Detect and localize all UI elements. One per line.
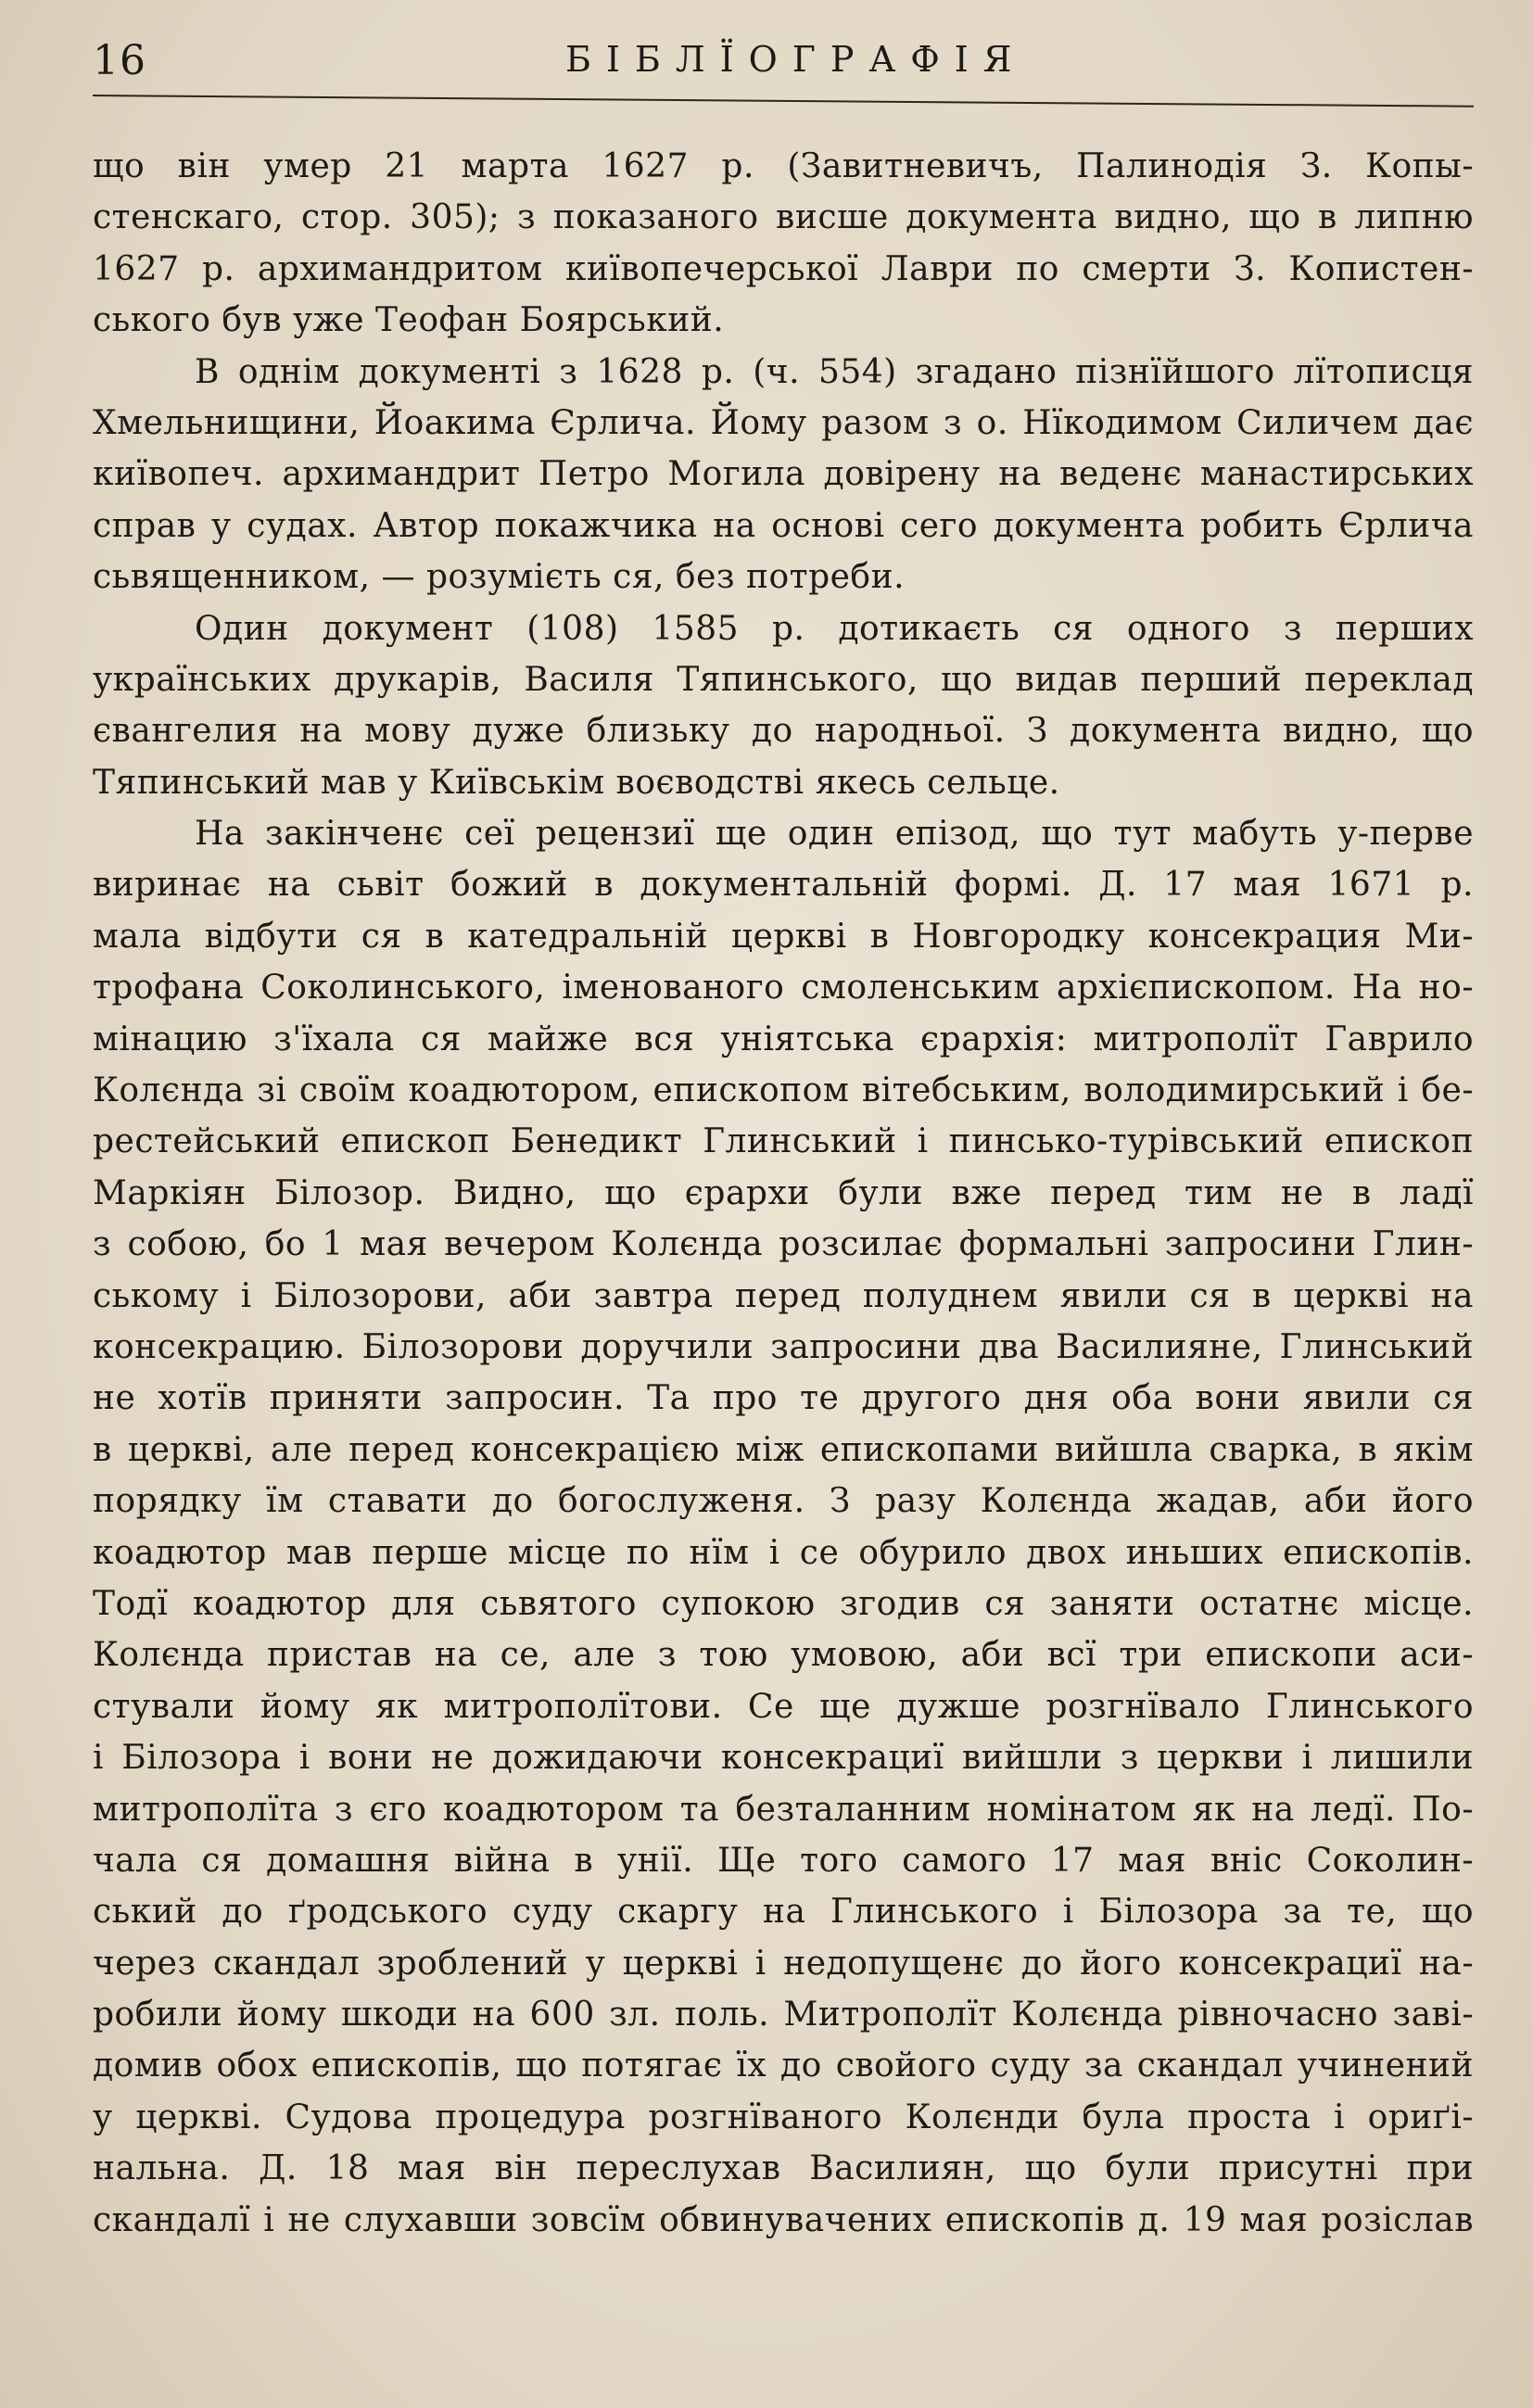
- text-line: митрополїта з єго коадютором та безталанним номінатом як на ледї. По-: [93, 1790, 1474, 1829]
- body-text: [93, 141, 1474, 2246]
- text-line: Тодї коадютор для сьвятого супокою згодив ся заняти остатнє місце.: [93, 1584, 1474, 1623]
- running-head: [93, 30, 1474, 104]
- text-line: у церкві. Судова процедура розгнїваного Колєнди була проста і ориґі-: [93, 2097, 1474, 2136]
- text-line: стенскаго, стор. 305); з показаного висше документа видно, що в липню: [93, 198, 1474, 237]
- text-line: справ у судах. Автор покажчика на основі сего документа робить Єрлича: [93, 506, 1474, 545]
- running-title: БІБЛЇОГРАФІЯ: [565, 39, 1027, 80]
- text-line: Тяпинський мав у Київськім воєводстві якесь сельце.: [93, 763, 1060, 802]
- text-line: Колєнда пристав на се, але з тою умовою, аби всї три епископи аси-: [93, 1636, 1474, 1675]
- text-line: Один документ (108) 1585 р. дотикаєть ся одного з перших: [195, 609, 1474, 648]
- text-line: не хотїв приняти запросин. Та про те другого дня оба вони явили ся: [93, 1379, 1474, 1418]
- text-line: В однім документі з 1628 р. (ч. 554) згадано пізнїйшого лїтописця: [195, 352, 1474, 391]
- text-line: мінацию з'їхала ся майже вся уніятська єрархія: митрополїт Гаврило: [93, 1020, 1474, 1058]
- text-line: Хмельнищини, Йоакима Єрлича. Йому разом з о. Нїкодимом Силичем дає: [93, 403, 1474, 442]
- text-line: євангелия на мову дуже близьку до народньої. З документа видно, що: [93, 712, 1474, 751]
- header-rule: [93, 95, 1474, 108]
- text-line: сьвященником, — розумієть ся, без потреби.: [93, 558, 906, 597]
- text-line: і Білозора і вони не дожидаючи консекрациї вийшли з церкви і лишили: [93, 1739, 1474, 1778]
- text-line: На закінченє сеї рецензиї ще один епізод, що тут мабуть у-перве: [195, 815, 1474, 854]
- text-line: в церкві, але перед консекрацією між епископами вийшла сварка, в якім: [93, 1430, 1474, 1469]
- text-line: з собою, бо 1 мая вечером Колєнда розсилає формальні запросини Глин-: [93, 1225, 1474, 1264]
- text-line: виринає на сьвіт божий в документальній формі. Д. 17 мая 1671 р.: [93, 866, 1474, 905]
- text-line: київопеч. архимандрит Петро Могила довірену на веденє манастирських: [93, 455, 1474, 494]
- text-line: мала відбути ся в катедральній церкві в Новгородку консекрация Ми-: [93, 917, 1474, 956]
- text-line: стували йому як митрополїтови. Се ще дужше розгнївало Глинського: [93, 1687, 1474, 1726]
- text-line: Маркіян Білозор. Видно, що єрархи були вже перед тим не в ладї: [93, 1173, 1474, 1212]
- text-line: чала ся домашня війна в унії. Ще того самого 17 мая вніс Соколин-: [93, 1841, 1474, 1880]
- text-line: ський до ґродського суду скаргу на Глинського і Білозора за те, що: [93, 1893, 1474, 1932]
- text-line: українських друкарів, Василя Тяпинського, що видав перший переклад: [93, 660, 1474, 699]
- text-line: ського був уже Теофан Боярський.: [93, 301, 725, 340]
- text-line: що він умер 21 марта 1627 р. (Завитневичъ, Палинодія З. Копы-: [93, 147, 1474, 185]
- text-line: нальна. Д. 18 мая він переслухав Василиян, що були присутні при: [93, 2149, 1474, 2188]
- text-line: робили йому шкоди на 600 зл. поль. Митрополїт Колєнда рівночасно заві-: [93, 1996, 1474, 2034]
- text-line: домив обох епископів, що потягає їх до свойого суду за скандал учинений: [93, 2047, 1474, 2085]
- text-line: трофана Соколинського, іменованого смоленським архієпископом. На но-: [93, 969, 1474, 1008]
- text-line: скандалї і не слухавши зовсїм обвинувачених епископів д. 19 мая розіслав: [93, 2200, 1474, 2239]
- text-line: порядку їм ставати до богослуженя. З разу Колєнда жадав, аби його: [93, 1482, 1474, 1521]
- text-line: ському і Білозорови, аби завтра перед полуднем явили ся в церкві на: [93, 1276, 1474, 1315]
- text-line: Колєнда зі своїм коадютором, епископом вітебським, володимирський і бе-: [93, 1071, 1474, 1110]
- text-line: коадютор мав перше місце по нїм і се обурило двох иньших епископів.: [93, 1533, 1474, 1572]
- text-line: консекрацию. Білозорови доручили запросини два Василияне, Глинський: [93, 1327, 1474, 1366]
- page-number: 16: [93, 37, 146, 84]
- text-line: через скандал зроблений у церкві і недопущенє до його консекрациї на-: [93, 1944, 1474, 1983]
- text-line: рестейський епископ Бенедикт Глинський і пинсько-турівський епископ: [93, 1122, 1474, 1161]
- text-line: 1627 р. архимандритом київопечерської Лаври по смерти З. Копистен-: [93, 249, 1474, 288]
